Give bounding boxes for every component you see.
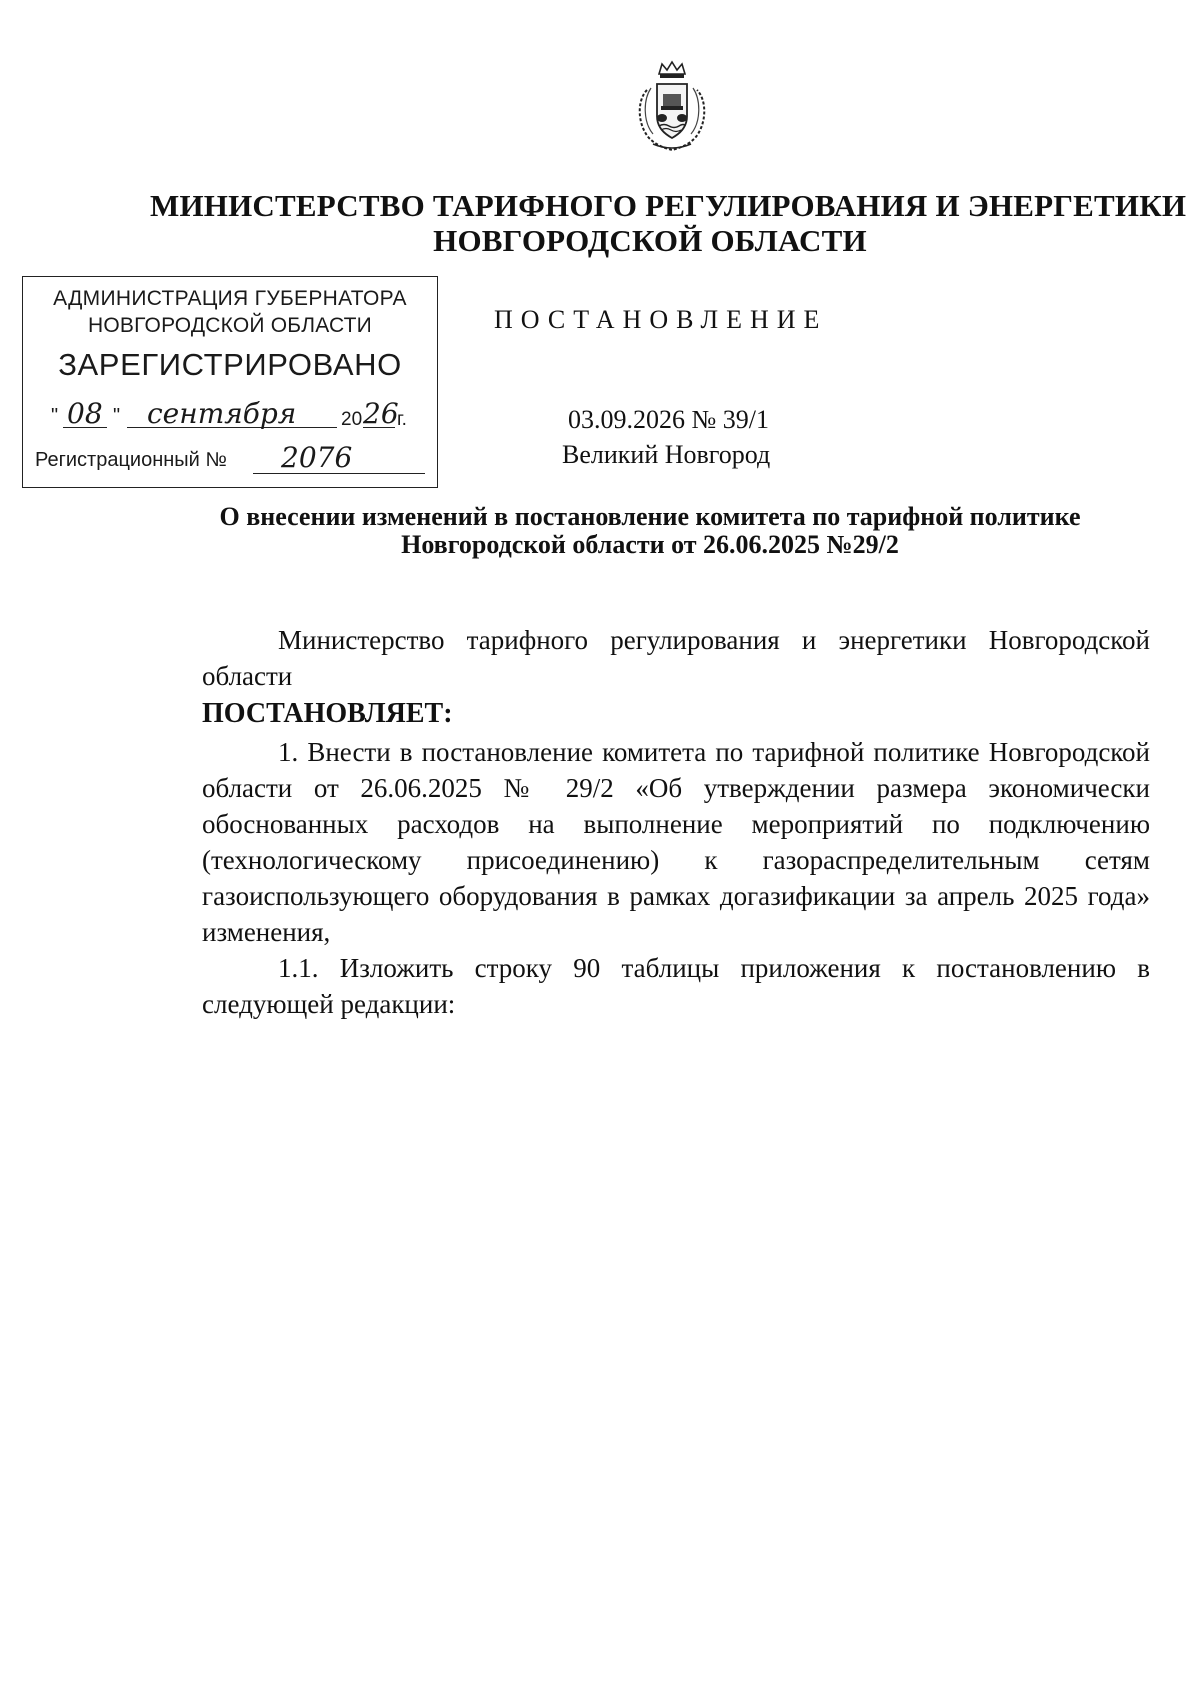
stamp-year-suffix: 26 xyxy=(363,397,399,430)
stamp-org-line1: АДМИНИСТРАЦИЯ ГУБЕРНАТОРА xyxy=(53,287,407,310)
stamp-year-prefix: 20 xyxy=(341,409,363,430)
decree-subject-line1: О внесении изменений в постановление комитета по тарифной политике xyxy=(219,502,1081,531)
decree-subject-line2: Новгородской области от 26.06.2025 №29/2 xyxy=(401,530,899,559)
body-intro: Министерство тарифного регулирования и энергетики Новгородской области xyxy=(202,625,1150,691)
decree-subject xyxy=(150,503,1150,559)
stamp-date-row xyxy=(51,397,421,437)
stamp-reg-number: 2076 xyxy=(281,441,353,474)
stamp-org-line2: НОВГОРОДСКОЙ ОБЛАСТИ xyxy=(88,314,372,337)
decree-date-number: 03.09.2026 № 39/1 xyxy=(568,405,770,434)
body-resolves-heading: ПОСТАНОВЛЯЕТ: xyxy=(202,698,453,729)
stamp-registered-label: ЗАРЕГИСТРИРОВАНО xyxy=(58,347,402,382)
novgorod-coat-of-arms-icon xyxy=(631,60,713,154)
decree-title: ПОСТАНОВЛЕНИЕ xyxy=(494,305,828,334)
ministry-name-line1: МИНИСТЕРСТВО ТАРИФНОГО РЕГУЛИРОВАНИЯ И ЭНЕРГЕТИКИ xyxy=(150,188,1187,223)
decree-body xyxy=(202,622,1150,1022)
ministry-name-line2: НОВГОРОДСКОЙ ОБЛАСТИ xyxy=(433,223,867,258)
stamp-date-day: 08 xyxy=(67,397,103,430)
stamp-reg-number-label: Регистрационный № xyxy=(35,449,227,471)
ministry-name xyxy=(150,188,1187,258)
body-item-1: 1. Внести в постановление комитета по тарифной политике Новгородской области от 26.06.2025 № 29/2 «Об утверждении размера экономически обоснованных расходов на выполнение мероприятий по подключению (технологическому присоединению) к газораспределительным сетям газоиспользующего оборудования в рамках догазификации за апрель 2025 года» изменения, xyxy=(202,737,1150,947)
stamp-quote-open: " xyxy=(51,405,59,427)
stamp-date-month: сентября xyxy=(147,397,297,430)
stamp-year-unit: г. xyxy=(397,409,407,430)
body-item-1-1: 1.1. Изложить строку 90 таблицы приложения к постановлению в следующей редакции: xyxy=(202,953,1150,1019)
stamp-quote-close: " xyxy=(113,405,121,427)
decree-city: Великий Новгород xyxy=(562,440,771,469)
registration-stamp xyxy=(22,276,438,488)
